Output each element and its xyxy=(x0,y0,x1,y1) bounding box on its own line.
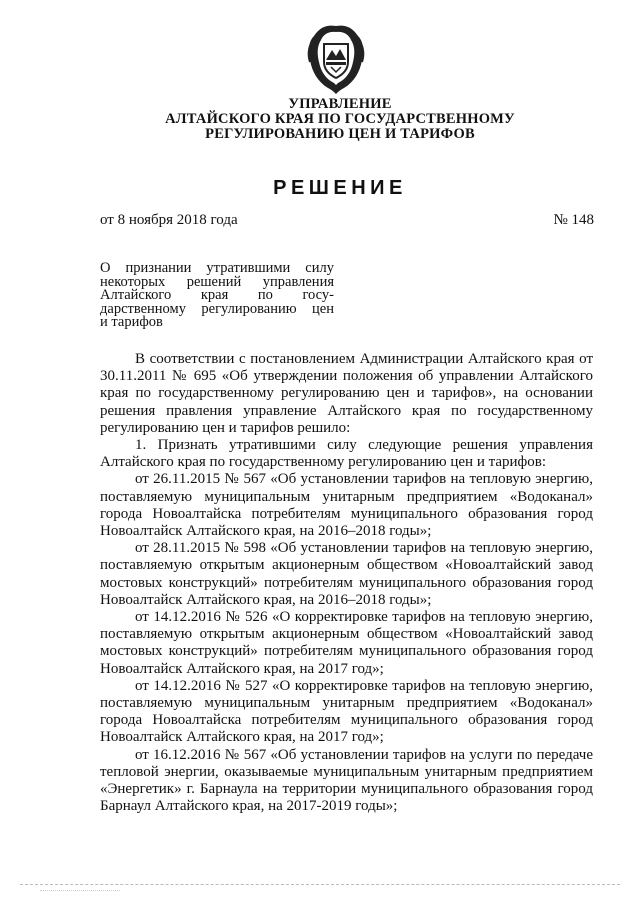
org-line: УПРАВЛЕНИЕ xyxy=(288,96,392,112)
coat-of-arms-emblem xyxy=(304,22,368,96)
document-type-title: РЕШЕНИЕ xyxy=(273,177,407,199)
document-body xyxy=(100,351,593,815)
repealed-decision-paragraph: от 28.11.2015 № 598 «Об установлении тарифов на тепловую энергию, поставляемую открытым акционерным обществом «Новоалтайский завод мостовых конструкций» потребителям муниципального образования город Новоалтайск Алтайского края, на 2016–2018 годы»; xyxy=(100,540,593,608)
scan-edge-divider xyxy=(20,884,620,886)
document-subject xyxy=(100,262,334,330)
document-number: № 148 xyxy=(553,212,594,228)
repealed-decision-paragraph: от 14.12.2016 № 527 «О корректировке тарифов на тепловую энергию, поставляемую муниципальным унитарным предприятием «Водоканал» города Новоалтайска потребителям муниципального образования город Новоалтайск Алтайского края, на 2017 год»; xyxy=(100,677,593,746)
repealed-decision-paragraph: от 26.11.2015 № 567 «Об установлении тарифов на тепловую энергию, поставляемую муниципальным унитарным предприятием «Водоканал» города Новоалтайска потребителям муниципального образования город Новоалтайск Алтайского края, на 2016–2018 годы»; xyxy=(100,471,593,540)
preamble-paragraph: В соответствии с постановлением Администрации Алтайского края от 30.11.2011 № 695 «Об утверждении положения об управлении Алтайского края по государственному регулированию цен и тарифов», на основании решения правления управление Алтайского края по государственному регулированию цен и тарифов решило: xyxy=(100,351,593,436)
subject-line: и тарифов xyxy=(100,314,163,330)
org-line: АЛТАЙСКОГО КРАЯ ПО ГОСУДАРСТВЕННОМУ xyxy=(165,111,515,127)
scan-edge-noise xyxy=(40,890,120,897)
subject-line: Алтайского края по госу- xyxy=(100,287,334,303)
organization-header xyxy=(0,97,640,142)
decision-item-paragraph: 1. Признать утратившими силу следующие решения управления Алтайского края по государственному регулированию цен и тарифов: xyxy=(100,437,593,471)
subject-line: О признании утратившими силу xyxy=(100,260,334,276)
subject-line: некоторых решений управления xyxy=(100,273,334,290)
repealed-decision-paragraph: от 16.12.2016 № 567 «Об установлении тарифов на услуги по передаче тепловой энергии, оказываемые муниципальным унитарным предприятием «Энергетик» г. Барнаула на территории муниципального образования город Барнаул Алтайского края, на 2017-2019 годы»; xyxy=(100,746,593,815)
document-date: от 8 ноября 2018 года xyxy=(100,212,238,228)
repealed-decision-paragraph: от 14.12.2016 № 526 «О корректировке тарифов на тепловую энергию, поставляемую открытым акционерным обществом «Новоалтайский завод мостовых конструкций» потребителям муниципального образования город Новоалтайск Алтайского края, на 2017 год»; xyxy=(100,609,593,677)
subject-line: дарственному регулированию цен xyxy=(100,300,334,317)
org-line: РЕГУЛИРОВАНИЮ ЦЕН И ТАРИФОВ xyxy=(205,126,475,142)
